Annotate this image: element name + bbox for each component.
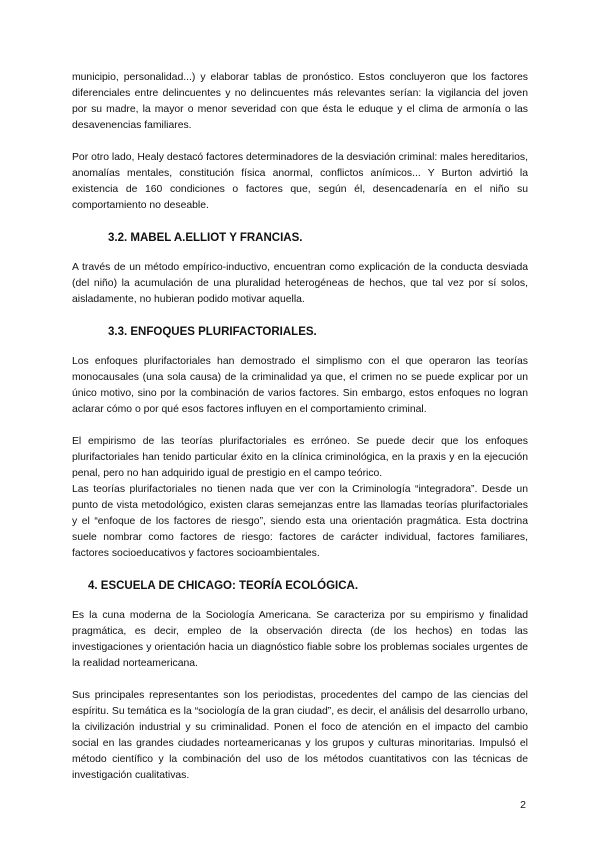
paragraph-sociologia-americana: Es la cuna moderna de la Sociología Americana. Se caracteriza por su empirismo y finalidad pragmática, es decir, empleo de la observación directa (de los hechos) en todas las investigaciones y orientación hacia un diagnóstico fiable sobre los problemas sociales urgentes de la realidad norteamericana. [72, 610, 528, 669]
heading-escuela-chicago: 4. ESCUELA DE CHICAGO: TEORÍA ECOLÓGICA. [88, 580, 359, 592]
paragraph-factores-diferenciales: municipio, personalidad...) y elaborar tablas de pronóstico. Estos concluyeron que los factores diferenciales entre delincuentes y no delincuentes más relevantes serían: la vigilancia del joven por su madre, la mayor o menor severidad con que ésta le eduque y el clima de armonía o las desavenencias familiares. [72, 72, 528, 131]
paragraph-criminologia-integradora: Las teorías plurifactoriales no tienen nada que ver con la Criminología “integradora”. Desde un punto de vista metodológico, existen claras semejanzas entre las llamadas teorías plurifactoriales y el “enfoque de los factores de riesgo”, siendo esta una orientación pragmática. Esta doctrina suele nombrar como factores de riesgo: factores de carácter individual, factores familiares, factores socioeducativos y factores socioambientales. [72, 484, 528, 559]
page-number: 2 [520, 799, 526, 811]
heading-mabel-elliot: 3.2. MABEL A.ELLIOT Y FRANCIAS. [108, 232, 303, 244]
paragraph-representantes: Sus principales representantes son los periodistas, procedentes del campo de las ciencias del espíritu. Su temática es la “sociología de la gran ciudad”, es decir, el análisis del desarrollo urbano, la civilización industrial y su criminalidad. Ponen el foco de atención en el impacto del cambio social en las grandes ciudades norteamericanas y los grupos y culturas minoritarias. Impulsó el método científico y la combinación del uso de los métodos cuantitativos con las técnicas de investigación cualitativas. [72, 690, 528, 781]
paragraph-enfoques-simplismo: Los enfoques plurifactoriales han demostrado el simplismo con el que operaron las teorías monocausales (una sola causa) de la criminalidad ya que, el crimen no se puede explicar por un único motivo, sino por la combinación de varios factores. Sin embargo, estos enfoques no logran aclarar cómo o por qué esos factores influyen en el comportamiento criminal. [72, 356, 528, 415]
paragraph-metodo-empirico: A través de un método empírico-inductivo, encuentran como explicación de la conducta desviada (del niño) la acumulación de una pluralidad heterogéneas de hechos, que tal vez por sí solos, aisladamente, no hubieran podido motivar aquella. [72, 262, 528, 305]
paragraph-empirismo: El empirismo de las teorías plurifactoriales es erróneo. Se puede decir que los enfoques plurifactoriales han tenido particular éxito en la clínica criminológica, en la praxis y en la ejecución penal, pero no han adquirido igual de prestigio en el campo teórico. [72, 436, 528, 479]
paragraph-healy-burton: Por otro lado, Healy destacó factores determinadores de la desviación criminal: males hereditarios, anomalías mentales, constitución física anormal, conflictos anímicos... Y Burton advirtió la existencia de 160 condiciones o factores que, según él, desencadenaría en el niño su comportamiento no deseable. [72, 152, 528, 211]
heading-enfoques-plurifactoriales: 3.3. ENFOQUES PLURIFACTORIALES. [108, 326, 317, 338]
